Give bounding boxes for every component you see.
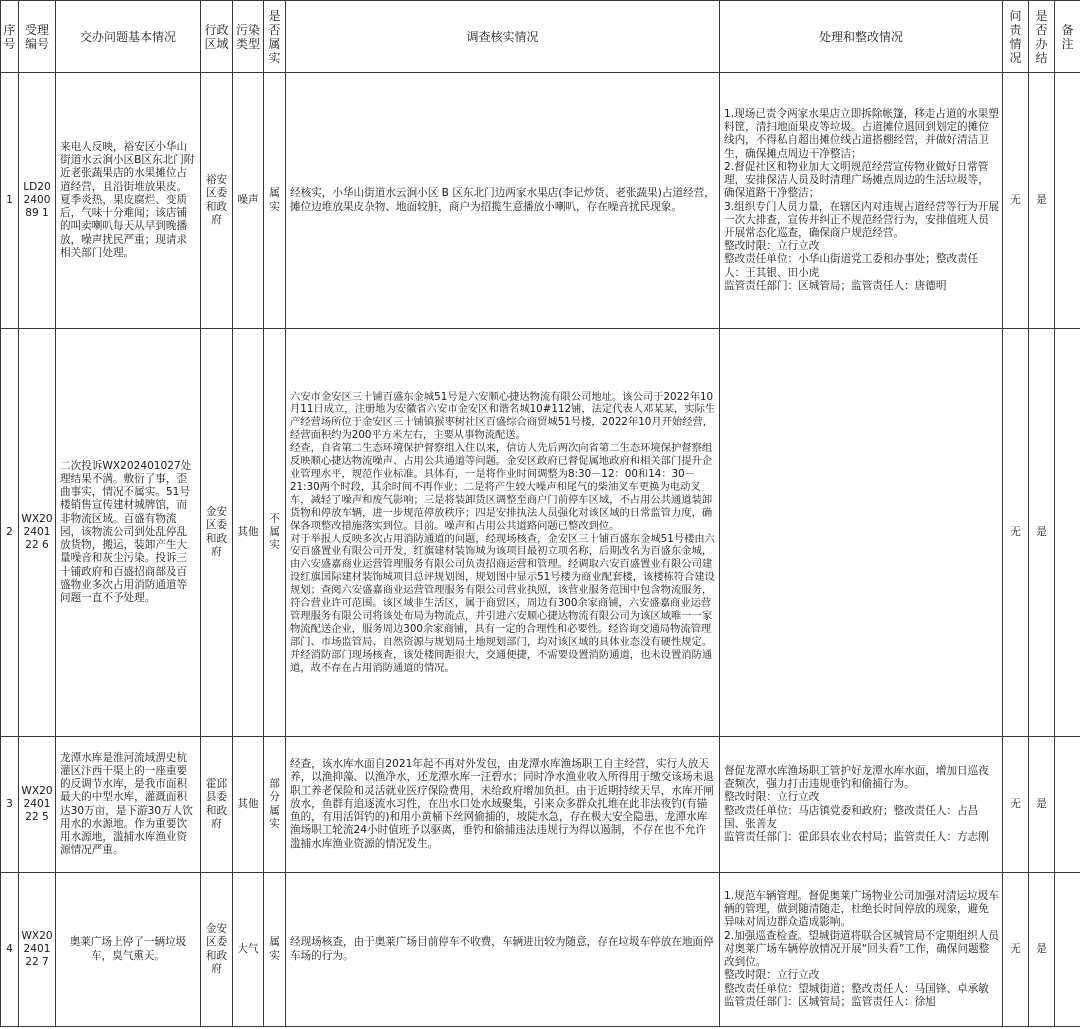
cell-code: WX20240122 7 bbox=[19, 873, 56, 1027]
handling-line: 2.督促社区和物业加大文明规范经营宣传物业做好日常管理，安排保洁人员及时清理广场摊点周边的生活垃圾等，确保道路干净整洁； bbox=[724, 160, 989, 200]
cell-remark bbox=[1055, 73, 1080, 329]
handling-line: 1.现场已责令两家水果店立即拆除帐篷，移走占道的水果塑料筐，清扫地面果皮等垃圾。占道摊位退回到划定的摊位线内，不得私自超出摊位线占道搭棚经营，并做好清洁卫生，确保摊点周边干净整洁； bbox=[724, 108, 999, 160]
cell-issue: 奥莱广场上停了一辆垃圾车，臭气熏天。 bbox=[56, 873, 201, 1027]
cell-closed: 是 bbox=[1029, 73, 1055, 329]
handling-deadline: 整改时限：立行立改 bbox=[724, 969, 820, 982]
cell-code: WX20240122 5 bbox=[19, 737, 56, 873]
handling-supervisor: 监管责任部门：区城管局；监管责任人：唐德明 bbox=[724, 279, 947, 292]
cell-investigation: 经现场核查，由于奥莱广场目前停车不收费，车辆进出较为随意，存在垃圾车停放在地面停车场的行为。 bbox=[286, 873, 720, 1027]
cell-code: WX20240122 6 bbox=[19, 329, 56, 737]
handling-line: 督促龙潭水库渔场职工管护好龙潭水库水面，增加日巡夜查频次，强力打击违规垂钓和偷捕行为。 bbox=[724, 764, 989, 791]
header-issue: 交办问题基本情况 bbox=[56, 1, 201, 73]
handling-line: 1.规范车辆管理。督促奥莱广场物业公司加强对清运垃圾车辆的管理，做到随清随走，杜绝长时间停放的现象，避免异味对周边群众造成影响。 bbox=[724, 890, 999, 929]
handling-responsible: 整改责任单位：望城街道；整改责任人：马国锋、卓承敏 bbox=[724, 982, 989, 995]
cell-handling bbox=[720, 73, 1003, 329]
cell-investigation: 经核实，小华山街道水云涧小区 B 区东北门边两家水果店(李记炒货、老张蔬果)占道经营，摊位边堆放果皮杂物、地面较脏，商户为招揽生意播放小喇叭，存在噪音扰民现象。 bbox=[286, 73, 720, 329]
cell-accountability: 无 bbox=[1003, 73, 1029, 329]
cell-verified: 属实 bbox=[264, 73, 286, 329]
handling-supervisor: 监管责任部门：霍邱县农业农村局；监管责任人：方志刚 bbox=[724, 830, 989, 843]
header-verified: 是否属实 bbox=[264, 1, 286, 73]
header-seq: 序号 bbox=[1, 1, 19, 73]
cell-closed: 是 bbox=[1029, 329, 1055, 737]
cell-seq: 2 bbox=[1, 329, 19, 737]
header-handling: 处理和整改情况 bbox=[720, 1, 1003, 73]
cell-region: 金安区委和政府 bbox=[201, 873, 233, 1027]
cell-region: 金安区委和政府 bbox=[201, 329, 233, 737]
header-code: 受理编号 bbox=[19, 1, 56, 73]
cell-region: 裕安区委和政府 bbox=[201, 73, 233, 329]
table-row bbox=[1, 329, 1080, 737]
cell-seq: 3 bbox=[1, 737, 19, 873]
cell-issue: 来电人反映，裕安区小华山街道水云涧小区B区东北门附近老张蔬果店的水果摊位占道经营，且沿街堆放果皮。夏季炎热，果皮腐烂、变质后，气味十分难闻；该店铺的叫卖喇叭每天从早到晚播放，噪声扰民严重；现请求相关部门处理。 bbox=[56, 73, 201, 329]
header-region: 行政区域 bbox=[201, 1, 233, 73]
header-investigation: 调查核实情况 bbox=[286, 1, 720, 73]
cell-verified: 部分属实 bbox=[264, 737, 286, 873]
cell-pollution: 大气 bbox=[233, 873, 264, 1027]
cell-pollution: 其他 bbox=[233, 329, 264, 737]
investigation-paragraph: 经查，自省第二生态环境保护督察组入住以来，信访人先后两次向省第二生态环境保护督察组反映顺心捷达物流噪声、占用公共通道等问题。金安区政府已督促属地政府和相关部门提升企业管理水平，规范作业标准。具体有，一是将作业时间调整为8:30－12：00和14：30－21:30两个时段，其余时间不再作业；二是将产生较大噪声和尾气的柴油叉车更换为电动叉车，减轻了噪声和废气影响；三是将装卸货区调整至商户门前停车区域，不占用公共通道装卸货物和停放车辆，进一步规范停放秩序；四是安排执法人员强化对该区域的日常监管力度，确保各项整改措施落实到位。目前。噪声和占用公共道路问题已整改到位。 bbox=[290, 442, 713, 532]
header-row bbox=[1, 1, 1080, 73]
header-remark: 备注 bbox=[1055, 1, 1080, 73]
table-row bbox=[1, 737, 1080, 873]
handling-deadline: 整改时限：立行立改 bbox=[724, 240, 820, 253]
investigation-paragraph: 对于举报人反映多次占用消防通道的问题，经现场核查，金安区三十铺百盛东金城51号楼由六安百盛置业有限公司开发，红旗建材装饰城为该项目最初立项名称，后期改名为百盛东金城，由六安盛嘉商业运营管理服务有限公司负责招商运营和管理。经调取六安百盛置业有限公司建设红旗国际建材装饰城项目总评规划图，规划图中显示51号楼为商业配套楼，该楼栋符合建设规划；查阅六安盛嘉商业运营管理服务有限公司营业执照，该营业服务范围中包含物流服务，符合营业许可范围。该区域非生活区，属于商贸区，周边有300余家商铺，六安盛嘉商业运营管理服务有限公司将该处布局为物流点，并引进六安顺心捷达物流有限公司为该区域唯一一家物流配送企业，服务周边300余家商铺，具有一定的合理性和必要性。经咨询交通局物流管理部门、市场监管局、自然资源与规划局土地规划部门，均对该区域的具体业态没有硬性规定。并经消防部门现场核查，该处楼间距很大，交通便捷，不需要设置消防通道，也未设置消防通道，故不存在占用消防通道的情况。 bbox=[290, 532, 715, 674]
cell-issue: 龙潭水库是淮河流域淠史杭灌区汴西干渠上的一座重要的反调节水库，是我市面积最大的中型水库，灌溉面积达30万亩，是下游30万人饮用水的水源地。作为重要饮用水源地，滥捕水库渔业资源情况严重。 bbox=[56, 737, 201, 873]
cell-issue: 二次投诉WX202401027处理结果不满。敷衍了事，歪曲事实，情况不属实。51号楼销售宣传建材城牌馆，而非物流区域。百盛有物流园，该物流公司到处乱停乱放货物，搬运，装卸产生大量噪音和灰尘污染。投诉三十铺政府和百盛招商部及百盛物业多次占用消防通道等问题一直不予处理。 bbox=[56, 329, 201, 737]
cell-remark bbox=[1055, 737, 1080, 873]
cell-seq: 4 bbox=[1, 873, 19, 1027]
handling-responsible: 整改责任单位：小华山街道党工委和办事处；整改责任人：王其银、田小虎 bbox=[724, 253, 979, 279]
cell-remark bbox=[1055, 329, 1080, 737]
cell-handling bbox=[720, 737, 1003, 873]
handling-supervisor: 监管责任部门：区城管局；监管责任人：徐旭 bbox=[724, 995, 936, 1008]
handling-deadline: 整改时限：立行立改 bbox=[724, 791, 820, 804]
table-row bbox=[1, 73, 1080, 329]
cell-investigation: 经查，该水库水面自2021年起不再对外发包，由龙潭水库渔场职工自主经营，实行人放天养，以渔抑藻、以渔净水，还龙潭水库一汪碧水；同时净水渔业收入所得用于缴交该场未退职工养老保险和灵活就业医疗保险费用，未给政府增加负担。由于近期持续天旱，水库开闸放水，鱼群有追逐流水习性，在出水口处水域聚集，引来众多群众扎堆在此非法夜钓(有锚鱼的，有用活饵钓的)和用小黄桶下丝网偷捕的，坡陡水急，存在极大安全隐患，龙潭水库渔场职工轮流24小时值班予以驱离，垂钓和偷捕违法违规行为得以遏制，不存在也不允许滥捕水库渔业资源的情况发生。 bbox=[286, 737, 720, 873]
cell-handling bbox=[720, 873, 1003, 1027]
handling-line: 3.组织专门人员力量，在辖区内对违规占道经营等行为开展一次大排查，宣传并纠正不规范经营行为，安排值班人员开展常态化巡查，确保商户规范经营。 bbox=[724, 200, 999, 239]
cell-closed: 是 bbox=[1029, 737, 1055, 873]
cell-region: 霍邱县委和政府 bbox=[201, 737, 233, 873]
cell-handling bbox=[720, 329, 1003, 737]
cell-code: LD20240089 1 bbox=[19, 73, 56, 329]
header-closed: 是否办结 bbox=[1029, 1, 1055, 73]
header-pollution: 污染类型 bbox=[233, 1, 264, 73]
cell-pollution: 其他 bbox=[233, 737, 264, 873]
header-accountability: 问责情况 bbox=[1003, 1, 1029, 73]
cell-accountability: 无 bbox=[1003, 329, 1029, 737]
investigation-paragraph: 六安市金安区三十铺百盛东金城51号是六安顺心捷达物流有限公司地址。该公司于2022年10月11日成立，注册地为安徽省六安市金安区和谐名城10#112铺，法定代表人邓某某，实际生产经营场所位于金安区三十铺镇猴枣树社区百盛综合商贸城51号楼，2022年10月开始经营，经营面积约为200平方米左右，主要从事物流配送。 bbox=[290, 390, 716, 442]
cell-closed: 是 bbox=[1029, 873, 1055, 1027]
handling-responsible: 整改责任单位：马店镇党委和政府；整改责任人：占昌国、张善友 bbox=[724, 804, 979, 830]
cell-investigation bbox=[286, 329, 720, 737]
cell-pollution: 噪声 bbox=[233, 73, 264, 329]
table-row bbox=[1, 873, 1080, 1027]
cell-accountability: 无 bbox=[1003, 873, 1029, 1027]
handling-line: 2.加强巡查检查。望城街道将联合区城管局不定期组织人员对奥莱广场车辆停放情况开展“回头看”工作，确保问题整改到位。 bbox=[724, 929, 999, 969]
cell-remark bbox=[1055, 873, 1080, 1027]
cell-accountability: 无 bbox=[1003, 737, 1029, 873]
cell-verified: 属实 bbox=[264, 873, 286, 1027]
cell-verified: 不属实 bbox=[264, 329, 286, 737]
cell-seq: 1 bbox=[1, 73, 19, 329]
